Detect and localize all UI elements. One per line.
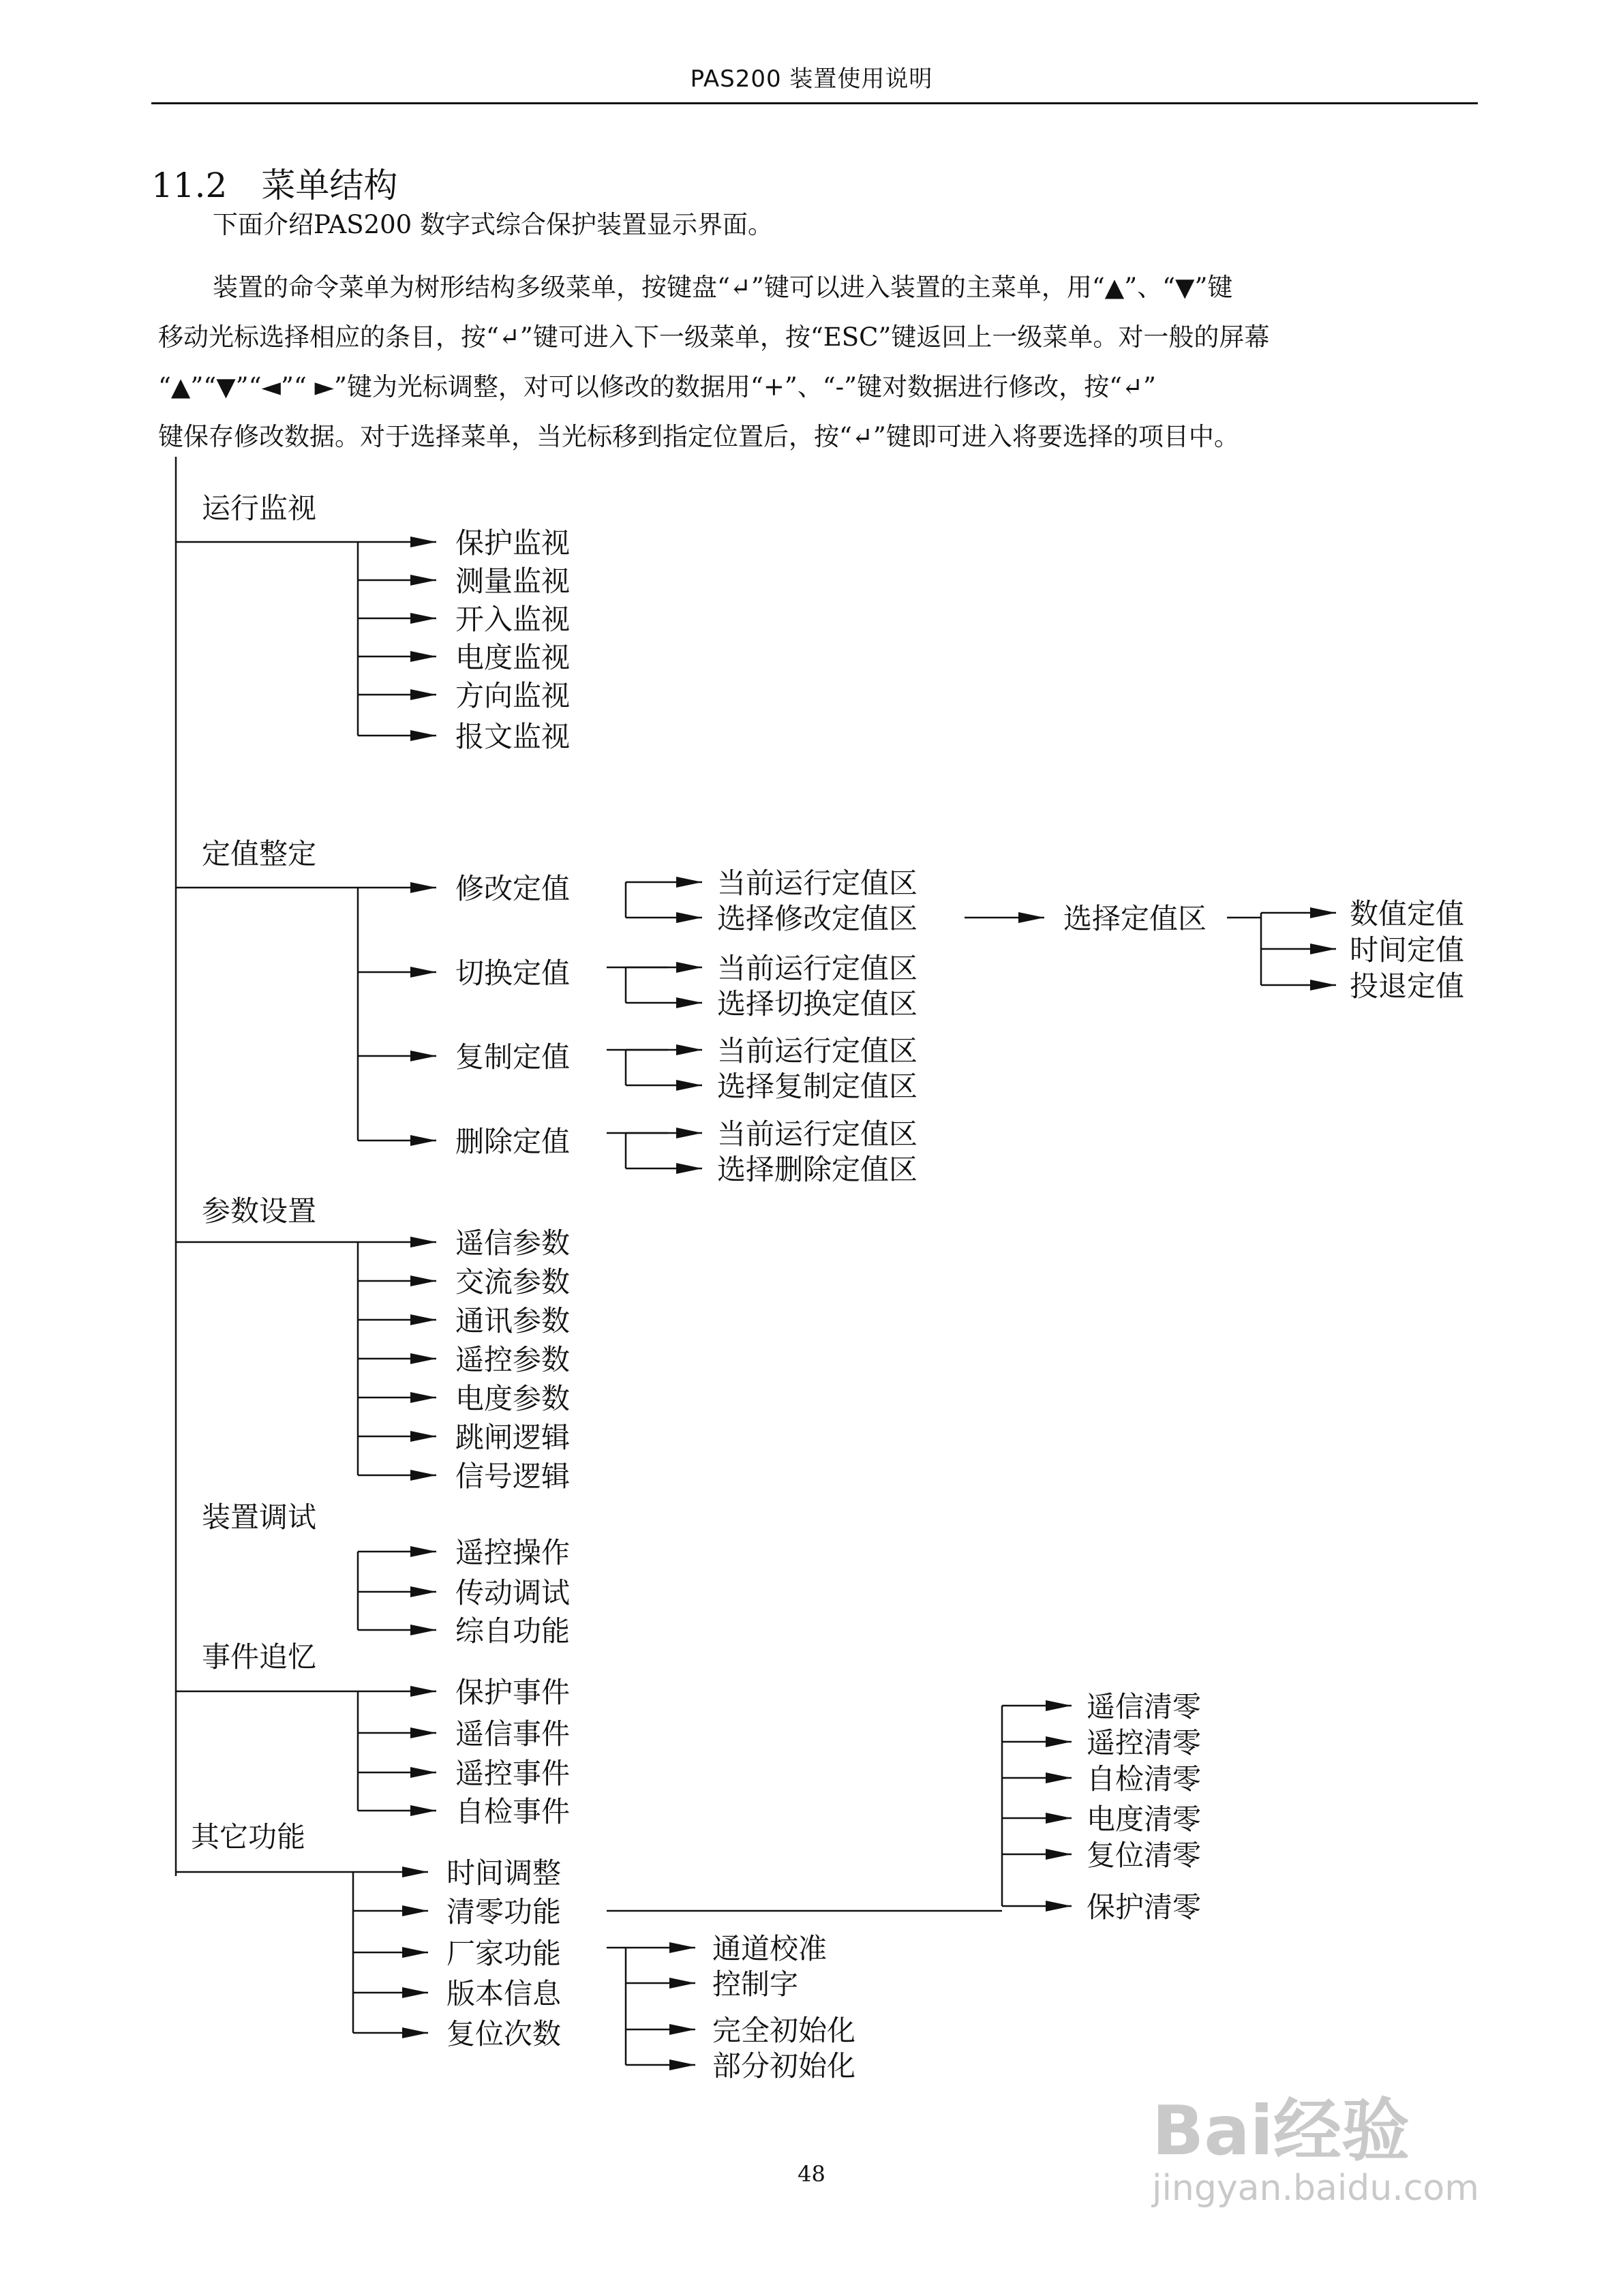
item-other-1: 清零功能 <box>446 1895 562 1929</box>
arrowhead-49 <box>676 1080 702 1091</box>
arrowhead-40 <box>676 962 702 973</box>
item-run-0: 保护监视 <box>455 526 571 560</box>
item-clear-3: 电度清零 <box>1087 1802 1202 1836</box>
arrowhead-27 <box>676 912 702 923</box>
arrowhead-24 <box>676 877 702 888</box>
arrowhead-5 <box>410 575 436 586</box>
arrowhead-2 <box>410 537 436 547</box>
arrowhead-79 <box>410 1686 436 1697</box>
item-switch: 切换定值 <box>455 956 571 990</box>
item-delete-sub-1: 选择删除定值区 <box>717 1153 918 1186</box>
item-params-1: 交流参数 <box>455 1265 571 1299</box>
arrowhead-100 <box>1046 1901 1072 1912</box>
arrowhead-77 <box>410 1625 436 1635</box>
item-other-4: 复位次数 <box>446 2017 562 2051</box>
arrowhead-60 <box>410 1275 436 1286</box>
item-params-6: 信号逻辑 <box>455 1460 571 1493</box>
item-clear-2: 自检清零 <box>1087 1762 1202 1796</box>
item-run-5: 报文监视 <box>455 720 571 753</box>
item-other-3: 版本信息 <box>446 1977 562 2010</box>
item-clear-5: 保护清零 <box>1087 1890 1202 1924</box>
arrowhead-82 <box>410 1727 436 1738</box>
arrowhead-20 <box>410 1051 436 1061</box>
arrowhead-75 <box>410 1586 436 1597</box>
item-copy: 复制定值 <box>455 1040 571 1074</box>
arrowhead-11 <box>410 689 436 700</box>
item-params-3: 遥控参数 <box>455 1343 571 1376</box>
item-params-0: 遥信参数 <box>455 1226 571 1260</box>
item-factory-2: 完全初始化 <box>712 2014 856 2047</box>
item-copy-sub-0: 当前运行定值区 <box>717 1034 918 1068</box>
menu-run: 运行监视 <box>202 492 317 525</box>
item-params-4: 电度参数 <box>455 1382 571 1415</box>
arrowhead-107 <box>1046 1772 1072 1783</box>
paragraph-line-1: 装置的命令菜单为树形结构多级菜单，按键盘“↵”键可以进入装置的主菜单，用“▲”、“▼”键 <box>213 273 1233 302</box>
arrowhead-18 <box>410 967 436 978</box>
menu-events: 事件追忆 <box>202 1640 317 1674</box>
item-debug-0: 遥控操作 <box>455 1536 571 1569</box>
arrowhead-105 <box>1046 1736 1072 1747</box>
paragraph-intro: 下面介绍PAS200 数字式综合保护装置显示界面。 <box>213 210 773 239</box>
item-delete: 删除定值 <box>455 1125 571 1158</box>
arrowhead-95 <box>402 1987 428 1998</box>
item-run-1: 测量监视 <box>455 564 571 598</box>
paragraph-line-2: 移动光标选择相应的条目，按“↵”键可进入下一级菜单，按“ESC”键返回上一级菜单。对一般的屏幕 <box>158 322 1270 352</box>
arrowhead-57 <box>410 1237 436 1248</box>
menu-debug: 装置调试 <box>202 1500 317 1534</box>
item-other-0: 时间调整 <box>446 1856 562 1890</box>
paragraph-line-4: 键保存修改数据。对于选择菜单，当光标移到指定位置后，按“↵”键即可进入将要选择的项目中。 <box>158 422 1239 451</box>
menu-params: 参数设置 <box>202 1194 317 1228</box>
item-debug-1: 传动调试 <box>455 1576 571 1610</box>
item-other-2: 厂家功能 <box>446 1937 562 1970</box>
item-switch-sub-0: 当前运行定值区 <box>717 952 918 985</box>
section-title: 11.2 菜单结构 <box>151 166 398 205</box>
item-factory-1: 控制字 <box>712 1967 799 2001</box>
menu-setting: 定值整定 <box>202 837 317 871</box>
arrowhead-120 <box>669 2059 695 2070</box>
arrowhead-13 <box>410 730 436 741</box>
arrowhead-7 <box>410 613 436 624</box>
item-modify-sub-1: 选择修改定值区 <box>717 902 918 935</box>
arrowhead-118 <box>669 2024 695 2035</box>
arrowhead-29 <box>1018 912 1044 923</box>
arrowhead-35 <box>1310 943 1336 954</box>
arrowhead-97 <box>402 2027 428 2038</box>
arrowhead-91 <box>402 1905 428 1916</box>
arrowhead-68 <box>410 1431 436 1442</box>
item-clear-1: 遥控清零 <box>1087 1726 1202 1759</box>
item-modify: 修改定值 <box>455 872 571 905</box>
arrowhead-66 <box>410 1392 436 1403</box>
arrowhead-70 <box>410 1470 436 1481</box>
arrowhead-93 <box>402 1947 428 1958</box>
arrowhead-86 <box>410 1805 436 1816</box>
arrowhead-64 <box>410 1353 436 1364</box>
arrowhead-88 <box>402 1867 428 1877</box>
page-number: 48 <box>798 2161 825 2187</box>
item-events-3: 自检事件 <box>455 1795 571 1828</box>
watermark-url: jingyan.baidu.com <box>1152 2168 1479 2209</box>
item-copy-sub-1: 选择复制定值区 <box>717 1070 918 1103</box>
arrowhead-73 <box>410 1546 436 1557</box>
arrowhead-62 <box>410 1314 436 1325</box>
arrowhead-9 <box>410 651 436 662</box>
item-factory-0: 通道校准 <box>712 1932 828 1965</box>
item-delete-sub-0: 当前运行定值区 <box>717 1117 918 1151</box>
item-run-2: 开入监视 <box>455 603 571 636</box>
item-run-3: 电度监视 <box>455 641 571 674</box>
arrowhead-84 <box>410 1767 436 1778</box>
arrowhead-43 <box>676 997 702 1008</box>
arrowhead-52 <box>676 1128 702 1138</box>
paragraph-line-3: “▲”“▼”“◄”“ ►”键为光标调整，对可以修改的数据用“+”、“-”键对数据进行修改，按“↵” <box>158 372 1156 402</box>
arrowhead-113 <box>669 1942 695 1953</box>
page-header: PAS200 装置使用说明 <box>690 65 933 93</box>
arrowhead-33 <box>1310 907 1336 918</box>
arrowhead-37 <box>1310 980 1336 991</box>
item-run-4: 方向监视 <box>455 679 571 712</box>
item-clear-0: 遥信清零 <box>1087 1690 1202 1723</box>
menu-other: 其它功能 <box>191 1820 306 1854</box>
item-events-2: 遥控事件 <box>455 1757 571 1790</box>
arrowhead-111 <box>1046 1849 1072 1860</box>
arrowhead-116 <box>669 1978 695 1989</box>
item-switch-sub-1: 选择切换定值区 <box>717 987 918 1021</box>
item-clear-4: 复位清零 <box>1087 1839 1202 1872</box>
arrowhead-103 <box>1046 1700 1072 1711</box>
arrowhead-55 <box>676 1163 702 1174</box>
arrowhead-46 <box>676 1044 702 1055</box>
item-modify-sub-0: 当前运行定值区 <box>717 866 918 900</box>
item-factory-3: 部分初始化 <box>712 2049 856 2083</box>
item-zone-2: 投退定值 <box>1350 969 1465 1003</box>
item-zone-0: 数值定值 <box>1350 897 1465 931</box>
arrowhead-15 <box>410 882 436 893</box>
item-events-1: 遥信事件 <box>455 1717 571 1751</box>
watermark-brand: Bai经验 <box>1152 2091 1410 2171</box>
item-zone-1: 时间定值 <box>1350 933 1465 967</box>
item-params-2: 通讯参数 <box>455 1304 571 1338</box>
arrowhead-109 <box>1046 1813 1072 1824</box>
item-debug-2: 综自功能 <box>455 1614 571 1648</box>
item-events-0: 保护事件 <box>455 1676 571 1709</box>
item-params-5: 跳闸逻辑 <box>455 1421 571 1454</box>
item-select-zone: 选择定值区 <box>1063 902 1207 935</box>
arrowhead-22 <box>410 1135 436 1146</box>
